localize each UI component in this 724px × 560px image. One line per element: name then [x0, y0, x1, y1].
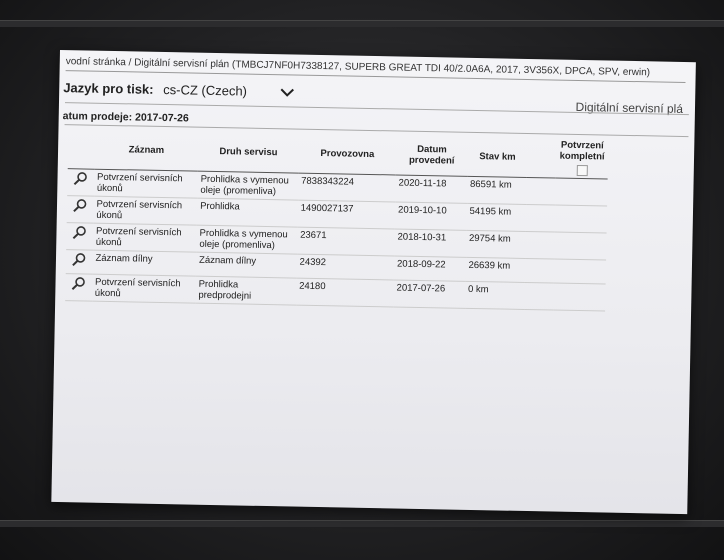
select-all-checkbox[interactable] — [576, 165, 587, 176]
cell-provozovna: 1490027137 — [297, 200, 395, 229]
cell-provozovna: 24392 — [296, 254, 394, 280]
cell-druh: Prohlidka s vymenou oleje (promenliva) — [197, 171, 298, 200]
cell-potvrzeni — [555, 205, 607, 233]
language-value: cs-CZ (Czech) — [163, 81, 248, 99]
cell-potvrzeni — [555, 178, 607, 206]
cell-druh: Záznam dílny — [196, 252, 297, 278]
sale-date: atum prodeje: 2017-07-26 — [62, 110, 189, 125]
cell-provozovna: 7838343224 — [298, 173, 396, 202]
language-label: Jazyk pro tisk: — [63, 80, 154, 97]
plan-title: Digitální servisní plá — [575, 99, 684, 116]
header-potvrzeni-label: Potvrzení kompletní — [559, 139, 605, 163]
cell-provozovna: 24180 — [296, 278, 394, 307]
cell-potvrzeni — [554, 259, 606, 284]
cell-datum: 2018-09-22 — [394, 256, 466, 281]
breadcrumb: vodní stránka / Digitální servisní plán (TMBCJ7NF0H7338127, SUPERB GREAT TDI 40/2.0A6A, 2017, 3V356X, DPCA, SPV, erwin) — [66, 56, 686, 83]
search-icon[interactable] — [66, 223, 93, 251]
cell-zaznam: Potvrzení servisních úkonů — [92, 274, 196, 303]
cell-blank — [524, 282, 553, 310]
cell-datum: 2017-07-26 — [393, 280, 465, 308]
cell-stav: 29754 km — [466, 230, 526, 258]
cell-druh: Prohlidka predprodejni — [195, 276, 296, 305]
cell-potvrzeni — [554, 232, 606, 260]
header-zaznam: Záznam — [94, 129, 198, 171]
cell-druh: Prohlidka — [197, 198, 298, 227]
cell-druh: Prohlidka s vymenou oleje (promenliva) — [196, 225, 297, 254]
cell-potvrzeni — [553, 283, 605, 311]
cell-zaznam: Potvrzení servisních úkonů — [94, 169, 198, 198]
search-icon[interactable] — [65, 274, 92, 302]
cell-stav: 86591 km — [467, 176, 527, 204]
chevron-down-icon[interactable] — [280, 85, 294, 100]
cell-zaznam: Záznam dílny — [92, 250, 196, 276]
cell-datum: 2018-10-31 — [394, 229, 466, 257]
header-datum: Datum provedení — [396, 134, 468, 176]
seat-stripe — [0, 520, 724, 527]
cell-stav: 54195 km — [466, 203, 526, 231]
cell-provozovna: 23671 — [297, 227, 395, 256]
cell-datum: 2020-11-18 — [395, 175, 467, 203]
header-druh: Druh servisu — [198, 131, 299, 173]
cell-blank — [526, 204, 555, 232]
seat-stripe — [0, 20, 724, 27]
cell-blank — [526, 177, 555, 205]
search-icon[interactable] — [67, 169, 94, 197]
cell-stav: 26639 km — [465, 257, 525, 282]
cell-blank — [525, 231, 554, 259]
cell-stav: 0 km — [465, 281, 525, 309]
header-icon-col — [68, 128, 95, 169]
cell-datum: 2019-10-10 — [395, 202, 467, 230]
search-icon[interactable] — [67, 196, 94, 224]
cell-zaznam: Potvrzení servisních úkonů — [93, 223, 197, 252]
service-table — [65, 128, 608, 311]
header-potvrzeni — [556, 138, 609, 179]
header-blank — [527, 137, 557, 178]
search-icon[interactable] — [66, 250, 93, 275]
cell-zaznam: Potvrzení servisních úkonů — [93, 196, 197, 225]
cell-blank — [525, 258, 554, 283]
header-stav: Stav km — [467, 136, 528, 178]
printed-page — [51, 50, 696, 514]
language-selector[interactable] — [63, 80, 295, 101]
header-provozovna: Provozovna — [298, 133, 396, 175]
